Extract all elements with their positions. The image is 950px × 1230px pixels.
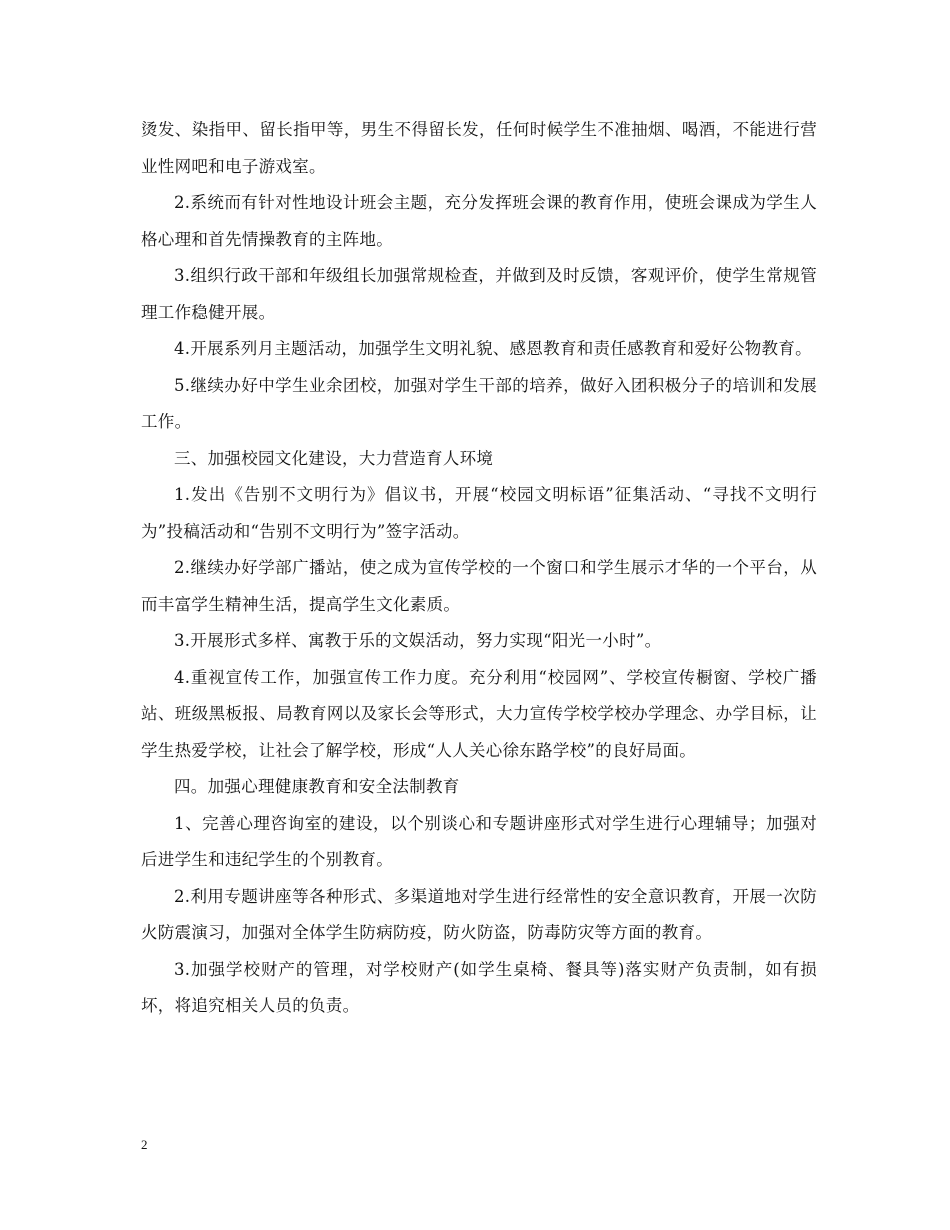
- paragraph-item-2-class-meeting: 2.系统而有针对性地设计班会主题，充分发挥班会课的教育作用，使班会课成为学生人格心理和首先情操教育的主阵地。: [141, 193, 817, 249]
- paragraph-item-3-property: 3.加强学校财产的管理，对学校财产(如学生桌椅、餐具等)落实财产负责制，如有损坏，将追究相关人员的负责。: [141, 959, 817, 1015]
- section-heading-campus-culture: 三、加强校园文化建设，大力营造育人环境: [174, 448, 494, 468]
- paragraph-item-1-counseling: 1、完善心理咨询室的建设，以个别谈心和专题讲座形式对学生进行心理辅导；加强对后进学生和违纪学生的个别教育。: [141, 813, 817, 869]
- paragraph-item-2-broadcast-station: 2.继续办好学部广播站，使之成为宣传学校的一个窗口和学生展示才华的一个平台，从而丰富学生精神生活，提高学生文化素质。: [141, 558, 817, 614]
- document-body: [141, 112, 817, 1025]
- paragraph-item-2-safety-education: 2.利用专题讲座等各种形式、多渠道地对学生进行经常性的安全意识教育，开展一次防火防震演习，加强对全体学生防病防疫，防火防盗，防毒防灾等方面的教育。: [141, 886, 817, 942]
- page-number: 2: [141, 1137, 148, 1152]
- paragraph-item-1-initiative: 1.发出《告别不文明行为》倡议书，开展“校园文明标语”征集活动、“寻找不文明行为”投稿活动和“告别不文明行为”签字活动。: [141, 485, 817, 541]
- paragraph-item-3-routine-check: 3.组织行政干部和年级组长加强常规检查，并做到及时反馈，客观评价，使学生常规管理工作稳健开展。: [141, 266, 817, 322]
- paragraph-item-3-recreation: 3.开展形式多样、寓教于乐的文娱活动，努力实现“阳光一小时”。: [174, 631, 662, 650]
- section-heading-mental-health: 四。加强心理健康教育和安全法制教育: [174, 777, 460, 796]
- paragraph-item-4-publicity: 4.重视宣传工作，加强宣传工作力度。充分利用“校园网”、学校宣传橱窗、学校广播站、班级黑板报、局教育网以及家长会等形式，大力宣传学校学校办学理念、办学目标，让学生热爱学校，让社会了解学校，形成“人人关心徐东路学校”的良好局面。: [141, 667, 817, 760]
- paragraph-item-4-monthly-activities: 4.开展系列月主题活动，加强学生文明礼貌、感恩教育和责任感教育和爱好公物教育。: [174, 339, 812, 358]
- paragraph-continuation: 烫发、染指甲、留长指甲等，男生不得留长发，任何时候学生不准抽烟、喝酒，不能进行营业性网吧和电子游戏室。: [141, 120, 817, 176]
- paragraph-item-5-league-school: 5.继续办好中学生业余团校，加强对学生干部的培养，做好入团积极分子的培训和发展工作。: [141, 375, 817, 431]
